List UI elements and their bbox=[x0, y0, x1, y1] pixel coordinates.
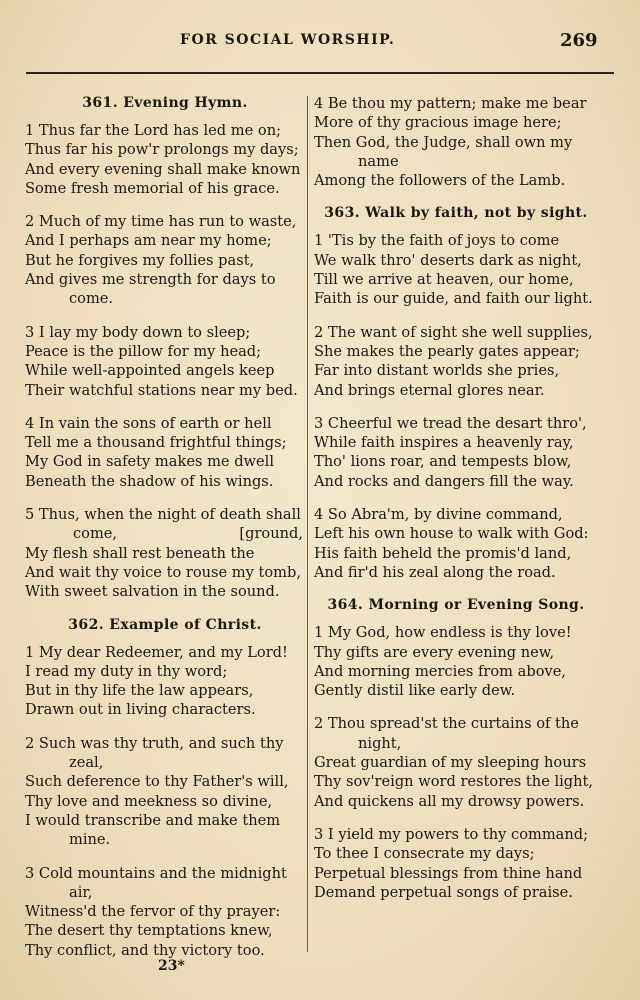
verse-line: 2 Much of my time has run to waste, bbox=[25, 213, 297, 231]
header-rule bbox=[26, 72, 614, 74]
verse-line bbox=[25, 524, 305, 543]
verse-line: 2 The want of sight she well supplies, bbox=[314, 323, 593, 341]
verse-line: 1 My God, how endless is thy love! bbox=[314, 624, 572, 642]
verse-line: Tell me a thousand frightful things; bbox=[25, 434, 287, 452]
verse-line: Till we arrive at heaven, our home, bbox=[314, 271, 574, 289]
verse-line: Peace is the pillow for my head; bbox=[25, 342, 262, 360]
verse-line: And every evening shall make known bbox=[25, 160, 301, 178]
running-head: FOR SOCIAL WORSHIP. bbox=[180, 32, 396, 48]
verse-line: And quickens all my drowsy powers. bbox=[314, 792, 585, 810]
stanza bbox=[25, 414, 305, 491]
stanza bbox=[25, 505, 305, 601]
verse-line: come. bbox=[69, 290, 114, 308]
verse-line: Tho' lions roar, and tempests blow, bbox=[314, 453, 572, 471]
verse-fragment: [ground, bbox=[239, 525, 303, 543]
verse-line: And brings eternal glores near. bbox=[314, 381, 545, 399]
verse-line: Then God, the Judge, shall own my bbox=[314, 133, 573, 151]
hymn-title-363: 363. Walk by faith, not by sight. bbox=[324, 205, 588, 222]
verse-line: While faith inspires a heavenly ray, bbox=[314, 434, 574, 452]
verse-line: Great guardian of my sleeping hours bbox=[314, 754, 587, 772]
verse-line: And gives me strength for days to bbox=[25, 271, 276, 289]
verse-line: I read my duty in thy word; bbox=[25, 662, 228, 680]
hymn-title-364: 364. Morning or Evening Song. bbox=[327, 597, 585, 614]
verse-line: Left his own house to walk with God: bbox=[314, 525, 589, 543]
stanza bbox=[314, 623, 598, 700]
verse-line: Thy gifts are every evening new, bbox=[314, 643, 555, 661]
verse-line: Faith is our guide, and faith our light. bbox=[314, 290, 593, 308]
stanza bbox=[314, 94, 598, 190]
verse-line: 2 Thou spread'st the curtains of the bbox=[314, 715, 579, 733]
stanza bbox=[25, 212, 305, 308]
left-column bbox=[25, 94, 305, 974]
verse-line: And I perhaps am near my home; bbox=[25, 232, 272, 250]
stanza bbox=[314, 231, 598, 308]
verse-line: Some fresh memorial of his grace. bbox=[25, 179, 280, 197]
verse-line: The desert thy temptations knew, bbox=[25, 922, 273, 940]
verse-line: Such deference to thy Father's will, bbox=[25, 773, 289, 791]
stanza bbox=[314, 714, 598, 810]
verse-fragment: come, bbox=[73, 525, 118, 543]
verse-line: And fir'd his zeal along the road. bbox=[314, 563, 556, 581]
verse-line: 5 Thus, when the night of death shall bbox=[25, 506, 301, 524]
stanza bbox=[25, 323, 305, 400]
verse-line: Perpetual blessings from thine hand bbox=[314, 864, 583, 882]
verse-line: mine. bbox=[69, 831, 111, 849]
verse-line: Thy sov'reign word restores the light, bbox=[314, 773, 594, 791]
verse-line: zeal, bbox=[69, 754, 104, 772]
verse-line: 1 My dear Redeemer, and my Lord! bbox=[25, 643, 288, 661]
verse-line: I would transcribe and make them bbox=[25, 811, 281, 829]
page-header bbox=[0, 30, 640, 54]
right-column bbox=[314, 94, 598, 916]
stanza bbox=[25, 864, 305, 960]
verse-line: Thy conflict, and thy victory too. bbox=[25, 941, 265, 959]
verse-line: My flesh shall rest beneath the bbox=[25, 544, 255, 562]
verse-line: 3 Cold mountains and the midnight bbox=[25, 864, 287, 882]
verse-line: Among the followers of the Lamb. bbox=[314, 172, 566, 190]
verse-line: Thus far his pow'r prolongs my days; bbox=[25, 141, 299, 159]
verse-line: She makes the pearly gates appear; bbox=[314, 342, 580, 360]
verse-line: While well-appointed angels keep bbox=[25, 362, 275, 380]
verse-line: 2 Such was thy truth, and such thy bbox=[25, 734, 284, 752]
signature-mark: 23* bbox=[158, 958, 185, 974]
verse-line: Demand perpetual songs of praise. bbox=[314, 883, 573, 901]
verse-line: night, bbox=[358, 734, 402, 752]
hymn-title-361: 361. Evening Hymn. bbox=[82, 95, 248, 111]
stanza bbox=[25, 121, 305, 198]
verse-line: More of thy gracious image here; bbox=[314, 114, 562, 132]
stanza bbox=[314, 414, 598, 491]
stanza bbox=[25, 643, 305, 720]
verse-line: 3 Cheerful we tread the desart thro', bbox=[314, 414, 587, 432]
stanza bbox=[314, 825, 598, 902]
verse-line: And rocks and dangers fill the way. bbox=[314, 472, 574, 490]
verse-line: My God in safety makes me dwell bbox=[25, 453, 274, 471]
column-divider bbox=[307, 96, 308, 952]
verse-line: 1 'Tis by the faith of joys to come bbox=[314, 232, 560, 250]
verse-line: 4 Be thou my pattern; make me bear bbox=[314, 95, 587, 112]
hymn-title-362: 362. Example of Christ. bbox=[68, 616, 262, 633]
verse-line: And wait thy voice to rouse my tomb, bbox=[25, 563, 301, 581]
verse-line: Witness'd the fervor of thy prayer: bbox=[25, 903, 281, 921]
verse-line: 4 In vain the sons of earth or hell bbox=[25, 414, 272, 432]
verse-line: 1 Thus far the Lord has led me on; bbox=[25, 122, 282, 139]
verse-line: With sweet salvation in the sound. bbox=[25, 583, 280, 601]
verse-line: But he forgives my follies past, bbox=[25, 251, 255, 269]
stanza bbox=[314, 505, 598, 582]
verse-line: To thee I consecrate my days; bbox=[314, 845, 535, 863]
verse-line: Beneath the shadow of his wings. bbox=[25, 472, 274, 490]
verse-line: air, bbox=[69, 883, 93, 901]
verse-line: Drawn out in living characters. bbox=[25, 701, 256, 719]
verse-line: 3 I yield my powers to thy command; bbox=[314, 825, 589, 843]
stanza bbox=[25, 734, 305, 850]
verse-line: Far into distant worlds she pries, bbox=[314, 362, 560, 380]
page-number: 269 bbox=[560, 30, 598, 51]
verse-line: Thy love and meekness so divine, bbox=[25, 792, 273, 810]
verse-line: 4 So Abra'm, by divine command, bbox=[314, 506, 563, 524]
verse-line: name bbox=[358, 152, 399, 170]
verse-line: His faith beheld the promis'd land, bbox=[314, 544, 572, 562]
verse-line: Their watchful stations near my bed. bbox=[25, 381, 298, 399]
verse-line: We walk thro' deserts dark as night, bbox=[314, 251, 582, 269]
verse-line: Gently distil like early dew. bbox=[314, 682, 516, 700]
verse-line: 3 I lay my body down to sleep; bbox=[25, 323, 251, 341]
stanza bbox=[314, 323, 598, 400]
verse-line: And morning mercies from above, bbox=[314, 662, 567, 680]
verse-line: But in thy life the law appears, bbox=[25, 682, 254, 700]
